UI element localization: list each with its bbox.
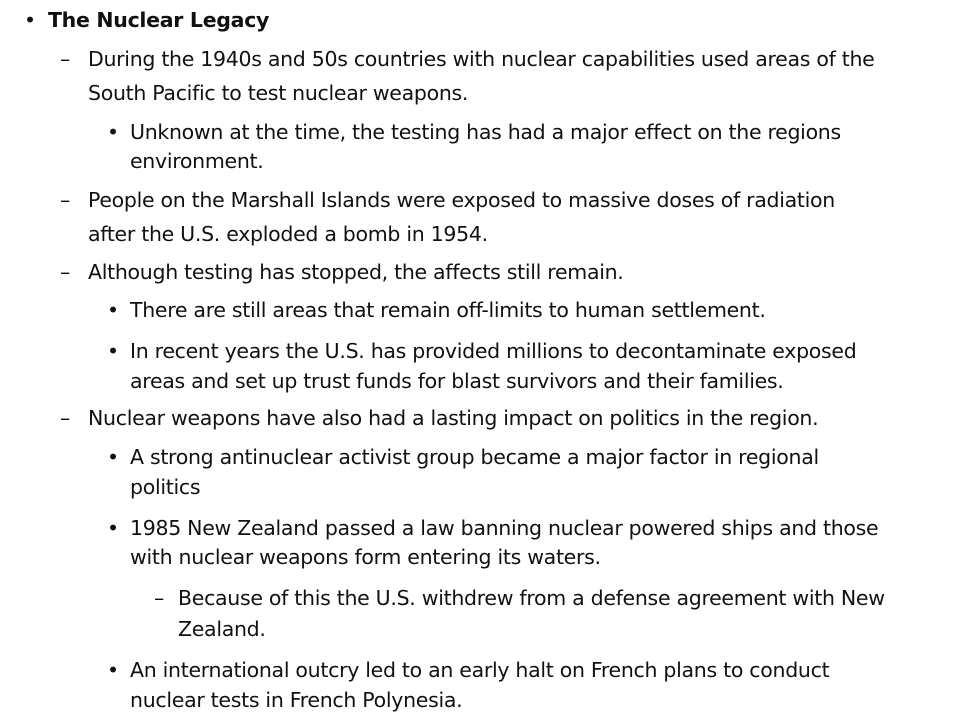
bullet-marker: • <box>107 516 120 540</box>
bullet-marker: • <box>107 658 120 682</box>
item-text-line: 1985 New Zealand passed a law banning nuclear powered ships and those <box>130 516 879 540</box>
item-text-line: An international outcry led to an early halt on French plans to conduct <box>130 658 830 682</box>
item-text-line: nuclear tests in French Polynesia. <box>130 688 463 712</box>
item-text-line: South Pacific to test nuclear weapons. <box>88 81 469 105</box>
item-text-line: During the 1940s and 50s countries with nuclear capabilities used areas of the <box>88 47 875 71</box>
title-bullet-marker: • <box>24 8 37 32</box>
item-text-line: politics <box>130 475 201 499</box>
item-text-line: A strong antinuclear activist group became a major factor in regional <box>130 445 819 469</box>
bullet-marker: • <box>107 445 120 469</box>
item-text-line: In recent years the U.S. has provided millions to decontaminate exposed <box>130 339 857 363</box>
bullet-marker: • <box>107 339 120 363</box>
bullet-marker: • <box>107 120 120 144</box>
item-text-line: after the U.S. exploded a bomb in 1954. <box>88 222 488 246</box>
slide-title: The Nuclear Legacy <box>48 8 270 32</box>
item-text-line: Zealand. <box>178 617 266 641</box>
dash-marker: – <box>60 260 71 284</box>
dash-marker: – <box>60 406 71 430</box>
item-text-line: Although testing has stopped, the affects still remain. <box>88 260 624 284</box>
item-text-line: People on the Marshall Islands were exposed to massive doses of radiation <box>88 188 835 212</box>
item-text-line: Because of this the U.S. withdrew from a defense agreement with New <box>178 586 885 610</box>
item-text-line: There are still areas that remain off-limits to human settlement. <box>130 298 766 322</box>
dash-marker: – <box>60 188 71 212</box>
item-text-line: environment. <box>130 149 264 173</box>
bullet-marker: • <box>107 298 120 322</box>
item-text-line: Unknown at the time, the testing has had a major effect on the regions <box>130 120 841 144</box>
dash-marker: – <box>60 47 71 71</box>
dash-marker: – <box>154 586 165 610</box>
item-text-line: Nuclear weapons have also had a lasting impact on politics in the region. <box>88 406 819 430</box>
item-text-line: areas and set up trust funds for blast survivors and their families. <box>130 369 784 393</box>
item-text-line: with nuclear weapons form entering its waters. <box>130 545 601 569</box>
